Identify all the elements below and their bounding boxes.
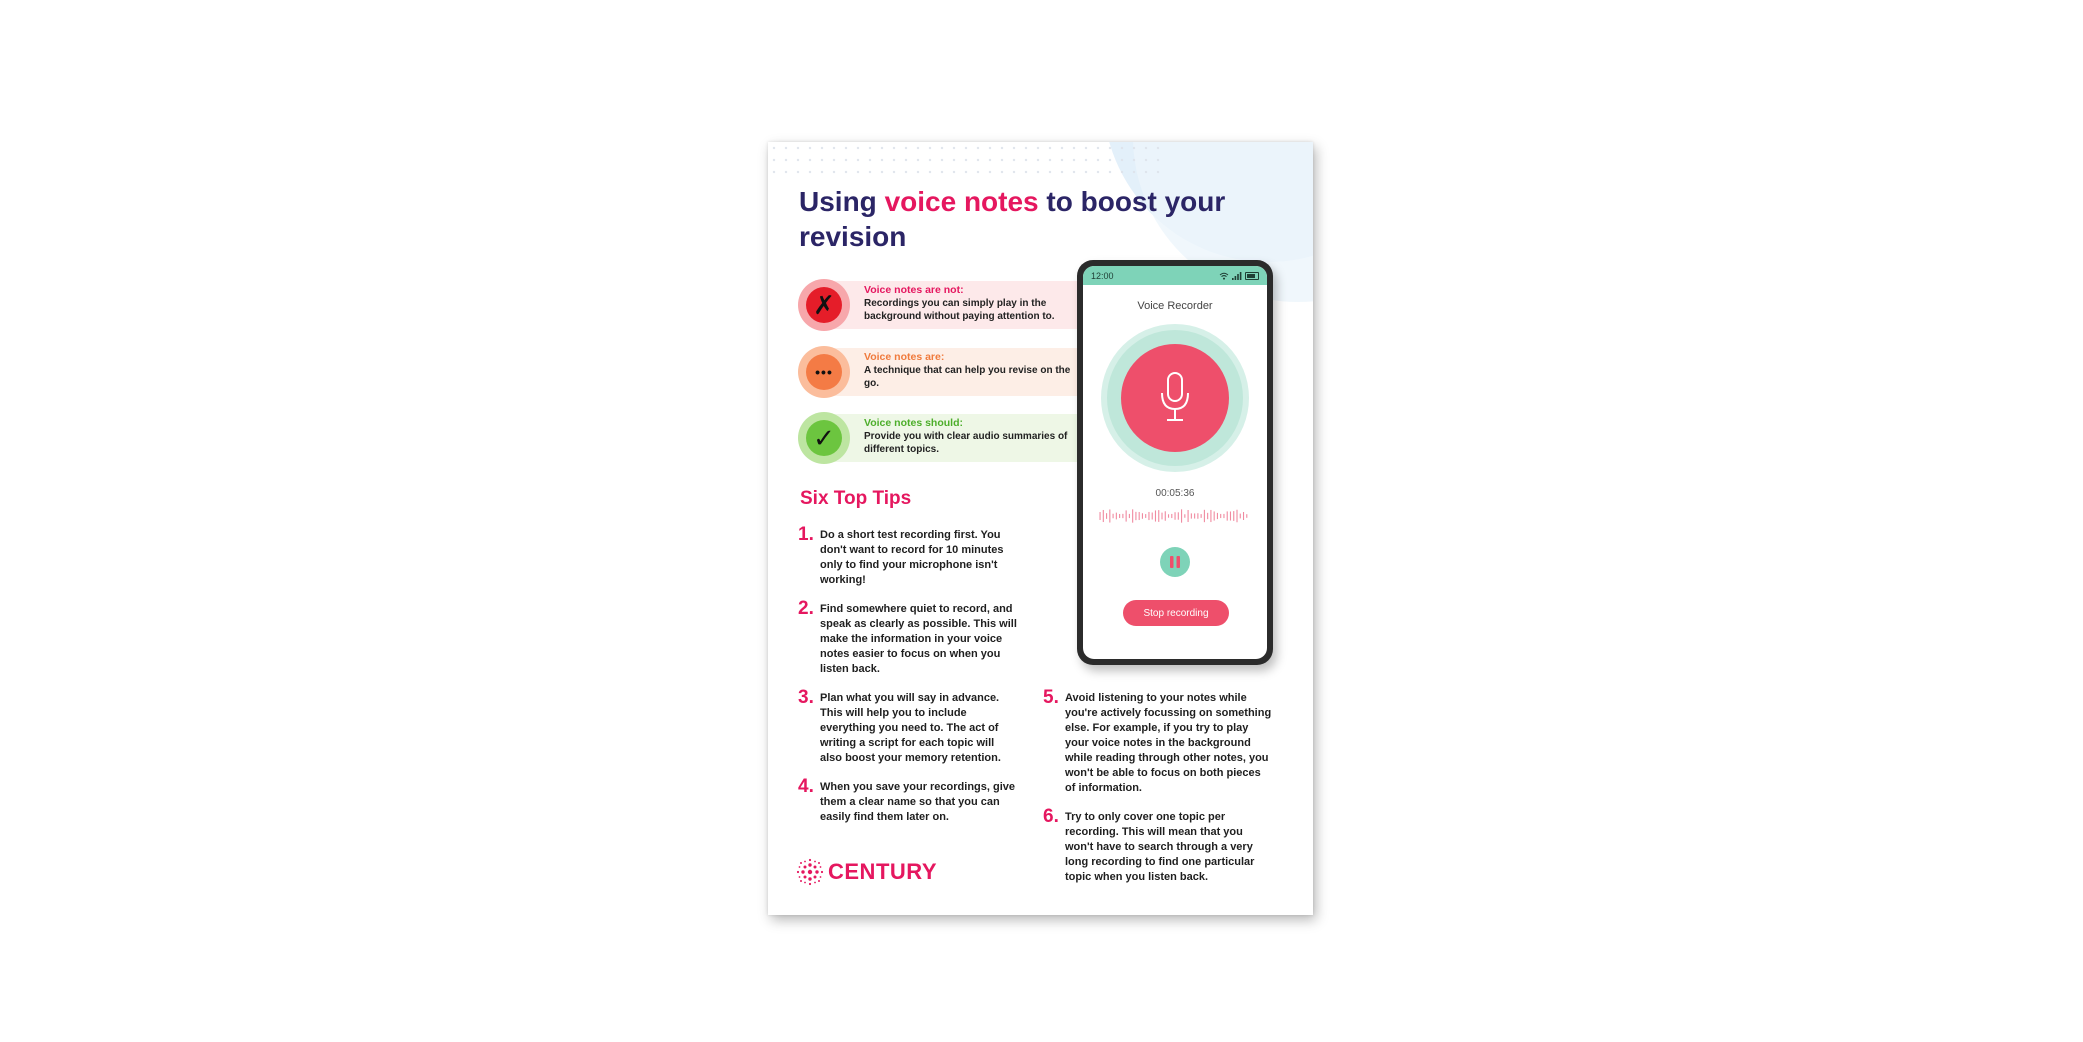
pause-icon — [1169, 555, 1181, 569]
callout-ring — [798, 279, 850, 331]
audio-waveform — [1099, 506, 1249, 526]
phone-mockup — [1077, 260, 1273, 665]
phone-status-bar — [1083, 266, 1267, 285]
waveform-bar — [1168, 514, 1169, 517]
waveform-bar — [1100, 512, 1101, 520]
callout-label: Voice notes are not: — [864, 284, 964, 296]
waveform-bar — [1201, 514, 1202, 518]
waveform-bar — [1191, 513, 1192, 518]
checkmark-icon: ✓ — [806, 420, 842, 456]
waveform-bar — [1204, 510, 1205, 522]
waveform-bar — [1214, 511, 1215, 520]
waveform-bar — [1152, 513, 1153, 520]
waveform-bar — [1188, 510, 1189, 522]
waveform-bar — [1109, 509, 1110, 522]
phone-screen — [1083, 266, 1267, 659]
waveform-bar — [1129, 514, 1130, 518]
tip-number: 3. — [798, 687, 814, 708]
century-logo — [796, 858, 937, 886]
wifi-icon — [1219, 272, 1229, 280]
waveform-bar — [1184, 514, 1185, 517]
waveform-bar — [1135, 512, 1136, 520]
waveform-bar — [1113, 514, 1114, 519]
waveform-bar — [1139, 512, 1140, 520]
waveform-bar — [1207, 513, 1208, 519]
microphone-icon — [1158, 371, 1192, 425]
waveform-bar — [1119, 514, 1120, 518]
waveform-bar — [1233, 511, 1234, 521]
battery-icon — [1245, 272, 1259, 280]
waveform-bar — [1106, 513, 1107, 519]
tip-number: 1. — [798, 524, 814, 545]
tip-number: 6. — [1043, 806, 1059, 827]
stop-recording-button[interactable]: Stop recording — [1123, 600, 1229, 626]
century-logo-text: CENTURY — [828, 859, 938, 884]
tip-text: Try to only cover one topic per recording. This will mean that you won't have to search through a very long recording to find one particular topic when you listen back. — [1065, 811, 1255, 883]
waveform-bar — [1181, 509, 1182, 522]
callout-ring — [798, 346, 850, 398]
callout-label: Voice notes should: — [864, 417, 963, 429]
waveform-bar — [1230, 511, 1231, 520]
tip-text: Do a short test recording first. You don't want to record for 10 minutes only to find your microphone isn't working! — [820, 529, 1004, 586]
waveform-bar — [1145, 514, 1146, 518]
tips-heading: Six Top Tips — [800, 488, 912, 509]
waveform-bar — [1197, 513, 1198, 519]
waveform-bar — [1210, 510, 1211, 522]
callout-are — [798, 346, 1086, 398]
waveform-bar — [1142, 513, 1143, 519]
ellipsis-icon: ••• — [806, 354, 842, 390]
waveform-bar — [1220, 514, 1221, 518]
waveform-bar — [1194, 513, 1195, 518]
waveform-bar — [1223, 514, 1224, 518]
title-pre: Using — [799, 186, 885, 217]
recorder-title: Voice Recorder — [1137, 300, 1213, 312]
waveform-bar — [1161, 513, 1162, 520]
title-highlight: voice notes — [884, 186, 1039, 217]
tip-number: 5. — [1043, 687, 1059, 708]
infographic-sheet — [768, 142, 1313, 915]
status-icons — [1219, 272, 1259, 280]
waveform-bar — [1155, 510, 1156, 521]
tip-text: Plan what you will say in advance. This will help you to include everything you need to. The act of writing a script for each topic will also boost your memory retention. — [820, 692, 1001, 764]
waveform-bar — [1132, 509, 1133, 522]
waveform-bar — [1243, 512, 1244, 520]
callout-text: A technique that can help you revise on the go. — [864, 365, 1071, 389]
record-button[interactable] — [1121, 344, 1229, 452]
tip-number: 4. — [798, 776, 814, 797]
tip-text: Find somewhere quiet to record, and speak as clearly as possible. This will make the information in your voice notes easier to focus on when you listen back. — [820, 603, 1017, 675]
callout-should — [798, 412, 1086, 464]
tip-number: 2. — [798, 598, 814, 619]
century-logo-icon — [796, 858, 824, 886]
waveform-bar — [1116, 513, 1117, 520]
pause-button[interactable] — [1160, 547, 1190, 577]
tip-text: When you save your recordings, give them a clear name so that you can easily find them later on. — [820, 781, 1015, 823]
waveform-bar — [1227, 511, 1228, 520]
waveform-bar — [1158, 510, 1159, 522]
waveform-bar — [1126, 510, 1127, 521]
signal-icon — [1232, 272, 1242, 280]
waveform-bar — [1122, 514, 1123, 518]
callout-text: Provide you with clear audio summaries of different topics. — [864, 431, 1068, 455]
status-time: 12:00 — [1091, 270, 1114, 281]
dot-pattern — [768, 142, 1168, 178]
waveform-bar — [1171, 514, 1172, 518]
elapsed-time: 00:05:36 — [1155, 488, 1195, 499]
waveform-bar — [1217, 513, 1218, 519]
waveform-bar — [1175, 512, 1176, 520]
tip-text: Avoid listening to your notes while you're actively focussing on something else. For example, if you try to play your voice notes in the background while reading through other notes, you won't be able to focus on both pieces of information. — [1065, 692, 1272, 794]
callout-label: Voice notes are: — [864, 351, 945, 363]
waveform-bar — [1240, 514, 1241, 519]
callout-are-not — [798, 279, 1086, 331]
waveform-bar — [1103, 510, 1104, 522]
waveform-bar — [1165, 511, 1166, 520]
cross-icon: ✗ — [806, 287, 842, 323]
waveform-bar — [1178, 512, 1179, 519]
waveform-bar — [1148, 512, 1149, 520]
waveform-bar — [1246, 514, 1247, 518]
title-post: to boost your revision — [799, 186, 1226, 252]
page-title — [799, 184, 1269, 254]
waveform-bar — [1236, 510, 1237, 523]
callout-text: Recordings you can simply play in the background without paying attention to. — [864, 298, 1055, 322]
callout-ring — [798, 412, 850, 464]
